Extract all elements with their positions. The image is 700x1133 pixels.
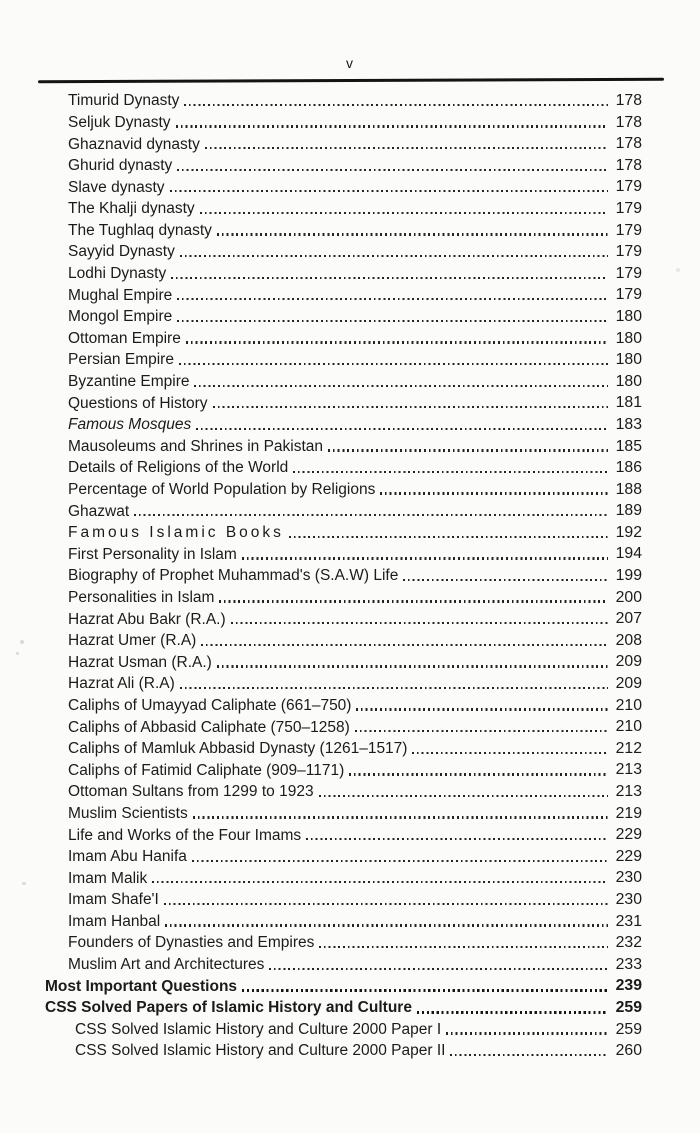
dot-leader <box>152 881 608 883</box>
dot-leader <box>213 406 608 408</box>
toc-entry <box>68 261 642 283</box>
toc-entry-title: Muslim Scientists <box>68 804 188 822</box>
dot-leader <box>417 1011 608 1014</box>
dot-leader <box>306 838 608 840</box>
toc-entry-title: Hazrat Abu Bakr (R.A.) <box>68 610 226 628</box>
toc-entry-page: 259 <box>615 998 642 1016</box>
toc-entry-title: Imam Hanbal <box>68 912 161 930</box>
toc-entry-page: 186 <box>615 459 642 477</box>
toc-entry-page: 210 <box>615 718 642 736</box>
dot-leader <box>293 471 608 473</box>
header-rule <box>38 78 664 83</box>
toc-entry <box>68 585 642 607</box>
dot-leader <box>242 557 608 559</box>
dot-leader <box>328 449 608 451</box>
toc-entry-title: Ottoman Empire <box>68 329 181 347</box>
toc-entry <box>68 865 642 887</box>
toc-entry <box>68 326 642 348</box>
toc-entry-page: 200 <box>615 588 642 606</box>
toc-entry <box>68 649 642 671</box>
scan-speck <box>676 268 680 272</box>
scan-speck <box>22 882 26 885</box>
toc-entry-page: 179 <box>615 286 642 304</box>
dot-leader <box>177 298 608 300</box>
toc-entry <box>68 131 642 153</box>
toc-entry-page: 180 <box>615 351 642 369</box>
toc-entry-title: Biography of Prophet Muhammad's (S.A.W) Life <box>68 567 399 585</box>
toc-entry <box>68 930 642 952</box>
dot-leader <box>289 536 608 538</box>
toc-entry-title: Famous Islamic Books <box>68 524 284 542</box>
toc-entry-page: 219 <box>615 804 642 822</box>
toc-entry <box>68 801 642 823</box>
toc-entry-page: 180 <box>615 329 642 347</box>
toc-entry-title: Details of Religions of the World <box>68 459 289 477</box>
scan-speck <box>20 640 24 644</box>
toc-entry-page: 230 <box>615 869 642 887</box>
toc-entry <box>75 1038 642 1060</box>
toc-entry <box>68 909 642 931</box>
dot-leader <box>219 600 608 602</box>
toc-entry-title: Caliphs of Fatimid Caliphate (909–1171) <box>68 761 345 779</box>
toc-entry-title: Caliphs of Mamluk Abbasid Dynasty (1261–1517) <box>68 740 408 758</box>
dot-leader <box>242 989 608 992</box>
toc-entry <box>68 563 642 585</box>
toc-entry-page: 207 <box>615 610 642 628</box>
dot-leader <box>355 730 608 732</box>
toc-entry-title: The Khalji dynasty <box>68 200 195 218</box>
toc-entry-title: Persian Empire <box>68 351 174 369</box>
toc-entry <box>75 1017 642 1039</box>
toc-entry-page: 183 <box>615 415 642 433</box>
toc-entry <box>68 110 642 132</box>
dot-leader <box>193 816 608 818</box>
dot-leader <box>412 752 608 754</box>
toc-entry-page: 229 <box>615 826 642 844</box>
toc-list <box>45 88 642 1060</box>
dot-leader <box>134 514 608 516</box>
toc-entry-title: Founders of Dynasties and Empires <box>68 934 315 952</box>
dot-leader <box>446 1032 608 1034</box>
toc-entry <box>68 369 642 391</box>
toc-entry-title: Famous Mosques <box>68 416 192 434</box>
toc-entry <box>68 434 642 456</box>
toc-entry-title: Byzantine Empire <box>68 373 190 391</box>
toc-entry-title: Sayyid Dynasty <box>68 243 175 261</box>
dot-leader <box>165 924 608 926</box>
toc-entry-title: Ghurid dynasty <box>68 157 173 175</box>
toc-entry-page: 209 <box>615 653 642 671</box>
toc-entry-page: 260 <box>615 1042 642 1060</box>
dot-leader <box>201 644 608 646</box>
toc-entry-page: 209 <box>615 675 642 693</box>
toc-entry-page: 232 <box>615 934 642 952</box>
toc-entry <box>68 714 642 736</box>
toc-entry-page: 181 <box>615 394 642 412</box>
toc-entry-title: Mughal Empire <box>68 286 173 304</box>
toc-entry-page: 180 <box>615 372 642 390</box>
dot-leader <box>176 125 608 127</box>
toc-entry-title: Ottoman Sultans from 1299 to 1923 <box>68 783 314 801</box>
toc-entry-page: 179 <box>615 221 642 239</box>
toc-entry-page: 208 <box>615 631 642 649</box>
toc-entry <box>68 498 642 520</box>
toc-entry-title: First Personality in Islam <box>68 545 237 563</box>
toc-entry <box>68 218 642 240</box>
toc-entry-page: 185 <box>615 437 642 455</box>
toc-entry-page: 179 <box>615 264 642 282</box>
toc-entry <box>68 887 642 909</box>
toc-entry <box>68 282 642 304</box>
toc-entry-page: 233 <box>615 955 642 973</box>
scan-speck <box>16 652 19 655</box>
toc-entry <box>68 779 642 801</box>
toc-entry-title: Slave dynasty <box>68 178 165 196</box>
dot-leader <box>450 1054 608 1056</box>
toc-entry-title: Caliphs of Umayyad Caliphate (661–750) <box>68 696 352 714</box>
toc-entry-title: Mongol Empire <box>68 308 173 326</box>
toc-entry <box>68 153 642 175</box>
dot-leader <box>231 622 608 624</box>
toc-entry-page: 178 <box>615 113 642 131</box>
toc-entry-page: 179 <box>615 199 642 217</box>
toc-entry-page: 178 <box>615 156 642 174</box>
dot-leader <box>217 233 608 235</box>
toc-entry-title: CSS Solved Islamic History and Culture 2000 Paper I <box>75 1020 442 1038</box>
dot-leader <box>349 773 608 775</box>
toc-entry-title: CSS Solved Papers of Islamic History and Culture <box>45 999 412 1017</box>
dot-leader <box>177 169 608 171</box>
toc-entry-title: Imam Malik <box>68 869 148 887</box>
dot-leader <box>192 860 608 862</box>
toc-entry <box>68 520 642 542</box>
dot-leader <box>319 946 608 948</box>
toc-entry-title: Ghazwat <box>68 502 130 520</box>
toc-entry <box>68 347 642 369</box>
toc-entry-page: 230 <box>615 890 642 908</box>
toc-entry <box>68 88 642 110</box>
dot-leader <box>170 190 609 192</box>
toc-entry-title: Timurid Dynasty <box>68 92 180 110</box>
toc-entry <box>68 174 642 196</box>
dot-leader <box>180 687 608 689</box>
dot-leader <box>196 428 608 430</box>
toc-entry-title: Questions of History <box>68 394 208 412</box>
toc-entry-page: 180 <box>615 307 642 325</box>
dot-leader <box>269 968 608 970</box>
toc-entry-title: CSS Solved Islamic History and Culture 2000 Paper II <box>75 1042 446 1060</box>
toc-entry <box>68 412 642 434</box>
dot-leader <box>217 665 608 667</box>
toc-entry-page: 210 <box>615 696 642 714</box>
dot-leader <box>177 320 608 322</box>
page-number-header: v <box>346 55 354 71</box>
dot-leader <box>164 903 608 905</box>
toc-entry-page: 179 <box>615 178 642 196</box>
toc-entry <box>68 304 642 326</box>
toc-entry <box>45 995 642 1017</box>
toc-entry-title: Seljuk Dynasty <box>68 113 171 131</box>
dot-leader <box>319 795 608 797</box>
toc-entry-title: Lodhi Dynasty <box>68 265 167 283</box>
toc-entry-title: Life and Works of the Four Imams <box>68 826 302 844</box>
toc-entry-page: 231 <box>615 912 642 930</box>
dot-leader <box>194 385 608 387</box>
toc-entry <box>68 455 642 477</box>
toc-entry <box>68 628 642 650</box>
toc-entry <box>68 477 642 499</box>
toc-entry-page: 189 <box>615 502 642 520</box>
toc-entry-page: 178 <box>615 135 642 153</box>
dot-leader <box>180 255 608 257</box>
toc-entry-title: Muslim Art and Architectures <box>68 956 265 974</box>
toc-entry <box>68 844 642 866</box>
toc-entry <box>68 239 642 261</box>
toc-entry <box>45 973 642 995</box>
toc-entry-page: 213 <box>615 783 642 801</box>
toc-entry-title: The Tughlaq dynasty <box>68 221 212 239</box>
toc-entry-title: Hazrat Usman (R.A.) <box>68 653 212 671</box>
toc-entry-page: 178 <box>615 92 642 110</box>
toc-entry-title: Imam Abu Hanifa <box>68 848 187 866</box>
toc-entry-title: Most Important Questions <box>45 977 238 995</box>
toc-entry-page: 259 <box>615 1020 642 1038</box>
toc-entry <box>68 390 642 412</box>
toc-entry-page: 188 <box>615 480 642 498</box>
toc-entry <box>68 736 642 758</box>
toc-entry-title: Mausoleums and Shrines in Pakistan <box>68 437 324 455</box>
toc-entry-page: 179 <box>615 243 642 261</box>
toc-entry-title: Hazrat Ali (R.A) <box>68 675 175 693</box>
dot-leader <box>186 341 608 343</box>
toc-entry-title: Imam Shafe'I <box>68 891 159 909</box>
dot-leader <box>380 492 608 494</box>
toc-entry <box>68 541 642 563</box>
toc-entry-page: 239 <box>615 977 642 995</box>
toc-entry-page: 192 <box>615 523 642 541</box>
toc-entry-title: Percentage of World Population by Religions <box>68 481 376 499</box>
toc-entry <box>68 952 642 974</box>
toc-entry-title: Personalities in Islam <box>68 588 215 606</box>
toc-entry <box>68 606 642 628</box>
toc-entry <box>68 693 642 715</box>
toc-entry <box>68 671 642 693</box>
toc-entry-title: Caliphs of Abbasid Caliphate (750–1258) <box>68 718 350 736</box>
dot-leader <box>403 579 608 581</box>
toc-entry-page: 212 <box>615 739 642 757</box>
toc-entry <box>68 822 642 844</box>
dot-leader <box>200 212 608 214</box>
toc-entry-page: 213 <box>615 761 642 779</box>
dot-leader <box>171 277 608 279</box>
dot-leader <box>356 708 608 710</box>
toc-entry <box>68 757 642 779</box>
dot-leader <box>205 147 608 149</box>
toc-entry-page: 199 <box>615 567 642 585</box>
dot-leader <box>179 363 608 365</box>
dot-leader <box>184 104 608 106</box>
toc-entry-title: Ghaznavid dynasty <box>68 135 200 153</box>
toc-entry <box>68 196 642 218</box>
toc-entry-title: Hazrat Umer (R.A) <box>68 632 197 650</box>
toc-entry-page: 229 <box>615 847 642 865</box>
toc-entry-page: 194 <box>615 545 642 563</box>
